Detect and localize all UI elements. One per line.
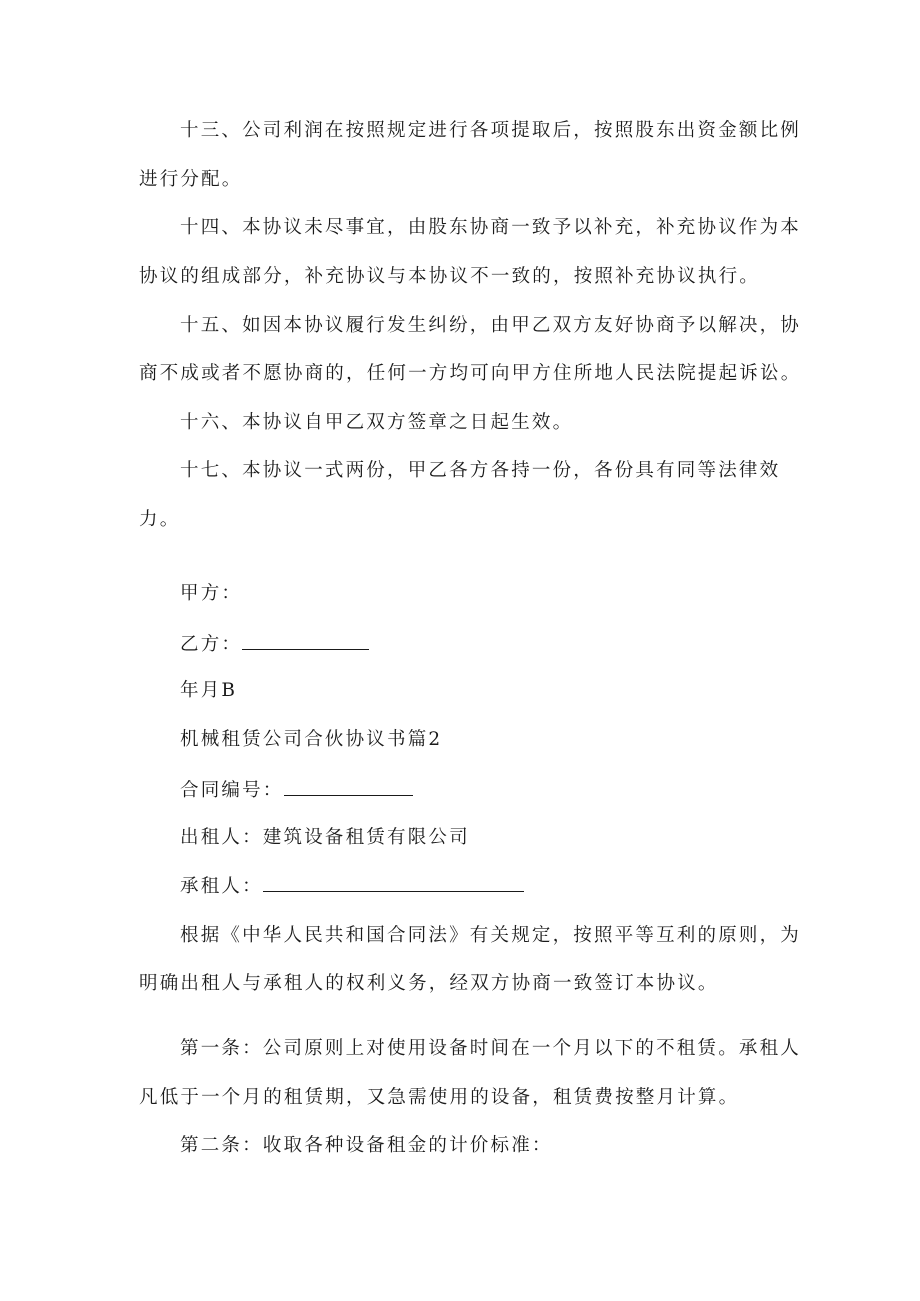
contract-no-row — [180, 777, 413, 804]
clause-14-line-2: 协议的组成部分，补充协议与本协议不一致的，按照补充协议执行。 — [139, 266, 761, 287]
article-1-line-1: 第一条：公司原则上对使用设备时间在一个月以下的不租赁。承租人 — [180, 1038, 802, 1059]
clause-17-line-1: 十七、本协议一式两份，甲乙各方各持一份，各份具有同等法律效 — [180, 460, 781, 481]
lessor-row — [180, 825, 470, 851]
contract-2-heading: 机械租赁公司合伙协议书篇2 — [180, 729, 443, 750]
clause-14-line-1: 十四、本协议未尽事宜，由股东协商一致予以补充，补充协议作为本 — [180, 217, 802, 238]
party-b-blank — [242, 631, 369, 650]
contract-no-label: 合同编号： — [180, 780, 284, 801]
lessee-label: 承租人： — [180, 876, 263, 897]
contract-no-blank — [284, 777, 413, 796]
article-2-line-1: 第二条：收取各种设备租金的计价标准： — [180, 1135, 553, 1156]
preamble-line-2: 明确出租人与承租人的权利义务，经双方协商一致签订本协议。 — [139, 973, 719, 994]
clause-16-line-1: 十六、本协议自甲乙双方签章之日起生效。 — [180, 412, 574, 433]
lessor-name: 建筑设备租赁有限公司 — [262, 827, 470, 848]
signature-date: 年月B — [180, 680, 238, 701]
clause-15-line-1: 十五、如因本协议履行发生纠纷，由甲乙双方友好协商予以解决，协 — [180, 315, 802, 336]
lessee-blank — [263, 873, 524, 892]
clause-13-line-2: 进行分配。 — [139, 169, 243, 190]
party-b-row — [180, 631, 369, 658]
party-b-label: 乙方： — [180, 634, 243, 655]
lessor-label: 出租人： — [180, 827, 263, 848]
clause-17-line-2: 力。 — [139, 509, 181, 530]
preamble-line-1: 根据《中华人民共和国合同法》有关规定，按照平等互利的原则，为 — [180, 925, 802, 946]
clause-13-line-1: 十三、公司利润在按照规定进行各项提取后，按照股东出资金额比例 — [180, 120, 802, 141]
lessee-row — [180, 873, 524, 900]
article-1-line-2: 凡低于一个月的租赁期，又急需使用的设备，租赁费按整月计算。 — [139, 1087, 740, 1108]
clause-15-line-2: 商不成或者不愿协商的，任何一方均可向甲方住所地人民法院提起诉讼。 — [139, 363, 802, 384]
party-a-label: 甲方： — [180, 583, 243, 604]
